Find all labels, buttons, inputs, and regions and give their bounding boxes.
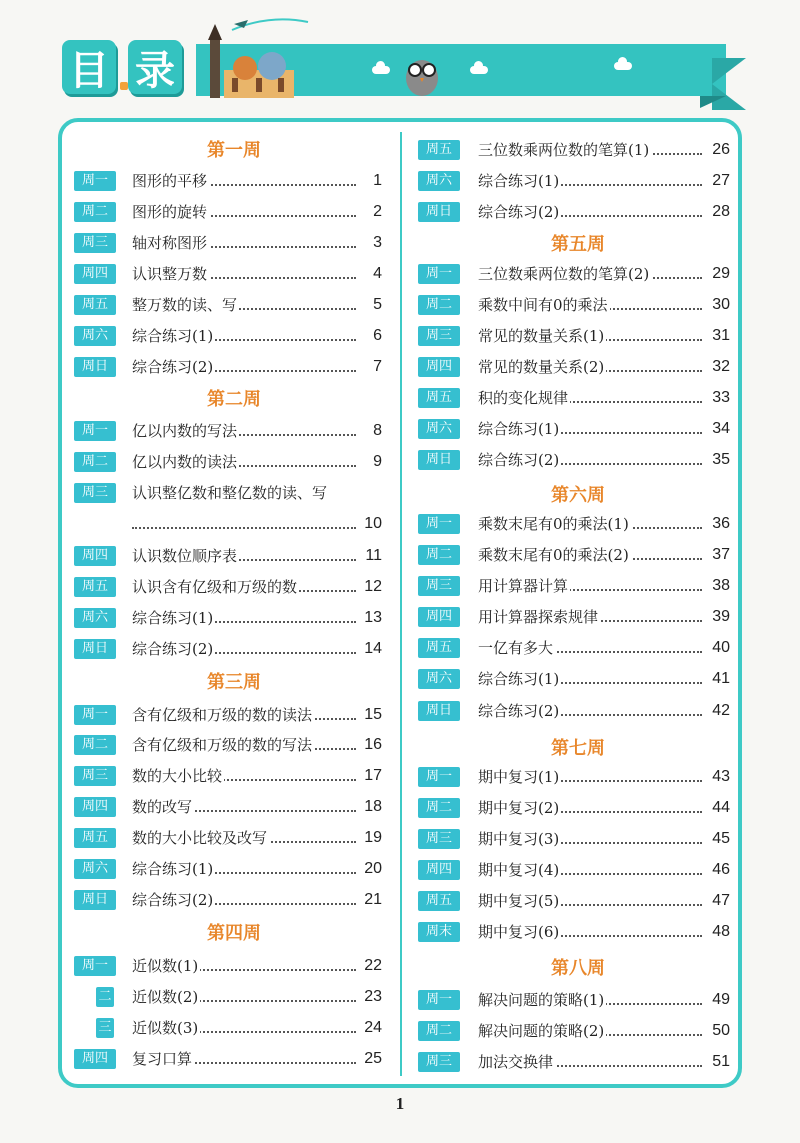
- toc-entry-title[interactable]: [132, 827, 356, 849]
- day-badge: 周四: [74, 797, 116, 817]
- toc-page-number[interactable]: 25: [364, 1050, 382, 1067]
- day-badge: 周日: [418, 701, 460, 721]
- toc-page-number[interactable]: 4: [373, 265, 382, 282]
- toc-entry-title[interactable]: [132, 263, 356, 285]
- toc-page-number[interactable]: 12: [364, 578, 382, 595]
- banner-fold-shadow: [700, 96, 726, 108]
- day-badge: 周二: [418, 545, 460, 565]
- toc-entry-title[interactable]: [478, 1020, 702, 1042]
- day-badge: 周一: [74, 421, 116, 441]
- toc-page-number[interactable]: 17: [364, 767, 382, 784]
- toc-entry-title[interactable]: [478, 890, 702, 912]
- toc-page-number[interactable]: 38: [712, 577, 730, 594]
- day-badge: 周一: [418, 264, 460, 284]
- toc-entry-title[interactable]: [132, 232, 356, 254]
- toc-entry-title[interactable]: [478, 356, 702, 378]
- toc-entry-text: 三位数乘两位数的笔算(2): [478, 265, 650, 283]
- day-badge: 周二: [418, 295, 460, 315]
- toc-entry-title[interactable]: [132, 545, 356, 567]
- day-badge: 周五: [418, 388, 460, 408]
- toc-entry-title[interactable]: [132, 482, 386, 504]
- toc-page-number[interactable]: 2: [373, 203, 382, 220]
- toc-entry-title[interactable]: [478, 544, 702, 566]
- cloud-icon: [372, 66, 390, 74]
- toc-entry-text: 解决问题的策略(2): [478, 1022, 605, 1040]
- day-badge: 周六: [74, 608, 116, 628]
- toc-entry-text: 常见的数量关系(1): [478, 327, 605, 345]
- toc-page-number[interactable]: 3: [373, 234, 382, 251]
- toc-page-number[interactable]: 29: [712, 265, 730, 282]
- day-badge: 周四: [418, 607, 460, 627]
- day-badge: 周日: [418, 202, 460, 222]
- day-badge: 周五: [418, 140, 460, 160]
- toc-entry-title[interactable]: [478, 1051, 702, 1073]
- week-heading: 第六周: [551, 485, 605, 506]
- toc-page-number[interactable]: 41: [712, 670, 730, 687]
- toc-page-number[interactable]: 7: [373, 358, 382, 375]
- toc-entry-text: 近似数(1): [132, 957, 199, 975]
- toc-page-number[interactable]: 51: [712, 1053, 730, 1070]
- week-heading: 第三周: [207, 672, 261, 693]
- toc-page-number[interactable]: 31: [712, 327, 730, 344]
- toc-entry-text: 认识数位顺序表: [132, 547, 238, 565]
- toc-entry-text: 认识含有亿级和万级的数: [132, 578, 298, 596]
- cloud-icon: [470, 66, 488, 74]
- toc-page-number[interactable]: 9: [373, 453, 382, 470]
- toc-entry-title[interactable]: [478, 139, 702, 161]
- toc-page-number[interactable]: 42: [712, 702, 730, 719]
- toc-page-number[interactable]: 30: [712, 296, 730, 313]
- toc-entry-text: 图形的旋转: [132, 203, 208, 221]
- toc-entry-text: 期中复习(1): [478, 768, 560, 786]
- toc-entry-text: 解决问题的策略(1): [478, 991, 605, 1009]
- day-badge: 周六: [418, 419, 460, 439]
- week-heading: 第七周: [551, 738, 605, 759]
- toc-entry-text: 综合练习(1): [132, 860, 214, 878]
- toc-entry-text: 含有亿级和万级的数的写法: [132, 736, 313, 754]
- toc-page-number[interactable]: 45: [712, 830, 730, 847]
- toc-entry-text: 认识整万数: [132, 265, 208, 283]
- toc-entry-text: 综合练习(1): [478, 420, 560, 438]
- day-badge: 周四: [418, 357, 460, 377]
- toc-entry-text: 认识整亿数和整亿数的读、写: [132, 484, 328, 502]
- toc-entry-title[interactable]: [478, 637, 702, 659]
- day-badge: 周六: [74, 326, 116, 346]
- toc-entry-text: 轴对称图形: [132, 234, 208, 252]
- toc-entry-title[interactable]: [132, 704, 356, 726]
- day-badge: 周二: [74, 452, 116, 472]
- toc-entry-text: 期中复习(6): [478, 923, 560, 941]
- toc-entry-title[interactable]: [478, 294, 702, 316]
- toc-entry-title[interactable]: [132, 1048, 356, 1070]
- toc-page-number[interactable]: 20: [364, 860, 382, 877]
- toc-entry-title[interactable]: [132, 889, 356, 911]
- day-badge: 周日: [418, 450, 460, 470]
- toc-entry-text: 综合练习(1): [132, 609, 214, 627]
- toc-entry-title[interactable]: [478, 387, 702, 409]
- toc-page-number[interactable]: 1: [373, 172, 382, 189]
- toc-entry-title[interactable]: [132, 1017, 356, 1039]
- toc-entry-title[interactable]: [132, 638, 356, 660]
- toc-entry-text: 乘数末尾有0的乘法(1): [478, 515, 629, 533]
- day-badge: 周四: [74, 546, 116, 566]
- day-badge: 周日: [74, 357, 116, 377]
- toc-entry-title[interactable]: [478, 449, 702, 471]
- toc-page-number[interactable]: 10: [364, 515, 382, 532]
- toc-entry-title[interactable]: [132, 765, 356, 787]
- day-badge: 周二: [74, 202, 116, 222]
- toc-page-number[interactable]: 27: [712, 172, 730, 189]
- toc-entry-title[interactable]: [132, 576, 356, 598]
- day-badge: 周三: [74, 483, 116, 503]
- title-dot: [120, 82, 128, 90]
- toc-entry-title[interactable]: [478, 418, 702, 440]
- toc-page-number[interactable]: 26: [712, 141, 730, 158]
- toc-entry-title[interactable]: [132, 356, 356, 378]
- toc-page-number[interactable]: 40: [712, 639, 730, 656]
- toc-page-number[interactable]: 35: [712, 451, 730, 468]
- toc-entry-title[interactable]: [478, 263, 702, 285]
- toc-page-number[interactable]: 15: [364, 706, 382, 723]
- day-badge: 周日: [74, 639, 116, 659]
- toc-page-number[interactable]: 8: [373, 422, 382, 439]
- week-heading: 第四周: [207, 923, 261, 944]
- toc-entry-text: 用计算器计算: [478, 577, 569, 595]
- toc-entry-text: 综合练习(2): [478, 702, 560, 720]
- toc-entry-title[interactable]: [132, 294, 356, 316]
- toc-entry-text: 近似数(3): [132, 1019, 199, 1037]
- day-badge: 周五: [74, 295, 116, 315]
- toc-page-number[interactable]: 39: [712, 608, 730, 625]
- day-badge: 周五: [74, 577, 116, 597]
- day-badge: 周三: [418, 326, 460, 346]
- toc-entry-text: 综合练习(1): [478, 670, 560, 688]
- toc-page-number[interactable]: 48: [712, 923, 730, 940]
- day-badge: 周二: [418, 798, 460, 818]
- page-number: 1: [395, 1094, 405, 1113]
- day-badge: 周一: [418, 514, 460, 534]
- day-badge: 周三: [418, 576, 460, 596]
- toc-entry-title[interactable]: [132, 607, 356, 629]
- day-badge: 周五: [418, 638, 460, 658]
- toc-entry-text: 期中复习(2): [478, 799, 560, 817]
- day-badge: 二: [96, 987, 114, 1007]
- toc-entry-title[interactable]: [132, 796, 356, 818]
- toc-entry-title[interactable]: [132, 201, 356, 223]
- toc-entry-title[interactable]: [478, 170, 702, 192]
- toc-page-number[interactable]: 47: [712, 892, 730, 909]
- toc-entry-text: 综合练习(1): [478, 172, 560, 190]
- toc-page-number[interactable]: 11: [365, 547, 382, 564]
- toc-entry-title[interactable]: [132, 955, 356, 977]
- day-badge: 周六: [74, 859, 116, 879]
- toc-entry-title[interactable]: [478, 766, 702, 788]
- toc-entry-text: 加法交换律: [478, 1053, 554, 1071]
- toc-page-number[interactable]: 19: [364, 829, 382, 846]
- toc-entry-text: 一亿有多大: [478, 639, 554, 657]
- day-badge: 周三: [74, 766, 116, 786]
- day-badge: 周日: [74, 890, 116, 910]
- toc-page-number[interactable]: 32: [712, 358, 730, 375]
- day-badge: 周三: [418, 1052, 460, 1072]
- toc-page-number[interactable]: 5: [373, 296, 382, 313]
- toc-page-number[interactable]: 34: [712, 420, 730, 437]
- toc-entry-title[interactable]: [132, 734, 356, 756]
- toc-entry-text: 综合练习(2): [478, 203, 560, 221]
- toc-entry-text: 综合练习(2): [132, 358, 214, 376]
- toc-entry-title[interactable]: [132, 170, 356, 192]
- week-heading: 第一周: [207, 140, 261, 161]
- toc-entry-text: 期中复习(5): [478, 892, 560, 910]
- toc-entry-title[interactable]: [478, 668, 702, 690]
- toc-page-number[interactable]: 23: [364, 988, 382, 1005]
- week-heading: 第五周: [551, 234, 605, 255]
- toc-entry-text: 整万数的读、写: [132, 296, 238, 314]
- week-heading: 第二周: [207, 389, 261, 410]
- cloud-icon: [614, 62, 632, 70]
- toc-entry-text: 含有亿级和万级的数的读法: [132, 706, 313, 724]
- toc-entry-text: 图形的平移: [132, 172, 208, 190]
- toc-page-number[interactable]: 36: [712, 515, 730, 532]
- toc-page-number[interactable]: 43: [712, 768, 730, 785]
- day-badge: 三: [96, 1018, 114, 1038]
- week-heading: 第八周: [551, 958, 605, 979]
- toc-entry-text: 综合练习(1): [132, 327, 214, 345]
- toc-entry-title[interactable]: [478, 201, 702, 223]
- toc-entry-text: 综合练习(2): [478, 451, 560, 469]
- day-badge: 周六: [418, 669, 460, 689]
- toc-page-number[interactable]: 14: [364, 640, 382, 657]
- day-badge: 周三: [74, 233, 116, 253]
- toc-page-number[interactable]: 46: [712, 861, 730, 878]
- toc-page-number[interactable]: 24: [364, 1019, 382, 1036]
- toc-page-number[interactable]: 13: [364, 609, 382, 626]
- owl-mascot-icon: [400, 48, 444, 98]
- day-badge: 周二: [418, 1021, 460, 1041]
- day-badge: 周末: [418, 922, 460, 942]
- toc-page-number[interactable]: 28: [712, 203, 730, 220]
- title-char-mu: 目: [62, 40, 116, 94]
- title-char-lu: 录: [128, 40, 182, 94]
- toc-entry-text: 数的大小比较: [132, 767, 223, 785]
- day-badge: 周四: [74, 1049, 116, 1069]
- toc-entry-text: 用计算器探索规律: [478, 608, 599, 626]
- toc-page-number[interactable]: 33: [712, 389, 730, 406]
- toc-entry-text: 积的变化规律: [478, 389, 569, 407]
- day-badge: 周三: [418, 829, 460, 849]
- day-badge: 周一: [418, 767, 460, 787]
- toc-page-number[interactable]: 50: [712, 1022, 730, 1039]
- day-badge: 周四: [418, 860, 460, 880]
- toc-entry-text: 数的改写: [132, 798, 193, 816]
- toc-entry-title[interactable]: [478, 575, 702, 597]
- toc-entry-title[interactable]: [478, 989, 702, 1011]
- toc-page-number[interactable]: 6: [373, 327, 382, 344]
- day-badge: 周一: [74, 705, 116, 725]
- day-badge: 周五: [418, 891, 460, 911]
- toc-entry-title[interactable]: [478, 921, 702, 943]
- toc-page-number[interactable]: 37: [712, 546, 730, 563]
- day-badge: 周六: [418, 171, 460, 191]
- toc-entry-title[interactable]: [478, 325, 702, 347]
- day-badge: 周四: [74, 264, 116, 284]
- toc-entry-title[interactable]: [132, 858, 356, 880]
- toc-entry-text: 综合练习(2): [132, 891, 214, 909]
- toc-page-number[interactable]: 18: [364, 798, 382, 815]
- toc-entry-title[interactable]: [132, 420, 356, 442]
- toc-entry-title[interactable]: [478, 859, 702, 881]
- toc-entry-text: 数的大小比较及改写: [132, 829, 268, 847]
- toc-leader-dots: [132, 513, 356, 535]
- toc-entry-title[interactable]: [478, 606, 702, 628]
- toc-entry-text: 三位数乘两位数的笔算(1): [478, 141, 650, 159]
- toc-entry-text: 亿以内数的读法: [132, 453, 238, 471]
- toc-entry-text: 亿以内数的写法: [132, 422, 238, 440]
- toc-entry-text: 综合练习(2): [132, 640, 214, 658]
- toc-entry-text: 期中复习(4): [478, 861, 560, 879]
- toc-entry-text: 期中复习(3): [478, 830, 560, 848]
- day-badge: 周一: [74, 956, 116, 976]
- day-badge: 周二: [74, 735, 116, 755]
- toc-page-number[interactable]: 49: [712, 991, 730, 1008]
- toc-entry-title[interactable]: [132, 451, 356, 473]
- day-badge: 周五: [74, 828, 116, 848]
- toc-entry-title[interactable]: [478, 700, 702, 722]
- column-divider: [400, 132, 402, 1076]
- toc-entry-text: 乘数末尾有0的乘法(2): [478, 546, 629, 564]
- toc-entry-text: 常见的数量关系(2): [478, 358, 605, 376]
- day-badge: 周一: [418, 990, 460, 1010]
- toc-page-number[interactable]: 21: [364, 891, 382, 908]
- day-badge: 周一: [74, 171, 116, 191]
- toc-entry-title[interactable]: [132, 986, 356, 1008]
- toc-entry-text: 乘数中间有0的乘法: [478, 296, 608, 314]
- toc-page-number[interactable]: 44: [712, 799, 730, 816]
- plane-icon: [230, 12, 310, 34]
- toc-entry-title[interactable]: [478, 513, 702, 535]
- toc-page-number[interactable]: 22: [364, 957, 382, 974]
- toc-entry-text: 复习口算: [132, 1050, 193, 1068]
- toc-entry-title[interactable]: [478, 828, 702, 850]
- toc-entry-title[interactable]: [478, 797, 702, 819]
- toc-entry-text: 近似数(2): [132, 988, 199, 1006]
- toc-entry-title[interactable]: [132, 325, 356, 347]
- toc-page-number[interactable]: 16: [364, 736, 382, 753]
